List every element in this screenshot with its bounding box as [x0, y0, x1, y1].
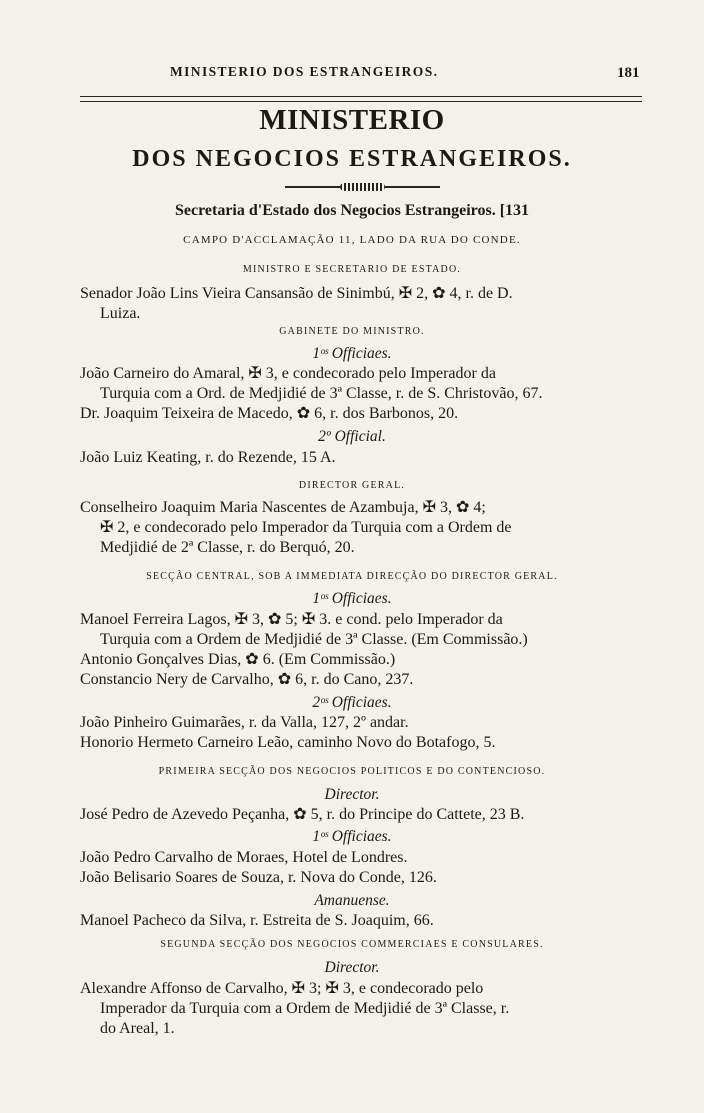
entry-line: Alexandre Affonso de Carvalho, ✠ 3; ✠ 3, e condecorado pelo: [80, 980, 484, 997]
entry-line: do Areal, 1.: [100, 1020, 175, 1037]
entry-line: Constancio Nery de Carvalho, ✿ 6, r. do Cano, 237.: [80, 671, 414, 688]
entry-line: Turquia com a Ord. de Medjidié de 3ª Classe, r. de S. Christovão, 67.: [100, 385, 543, 402]
address-line: CAMPO D'ACCLAMAÇÃO 11, LADO DA RUA DO CONDE.: [183, 234, 521, 246]
p-amanuense-entry: [80, 911, 642, 931]
p-amanuense-heading: Amanuense.: [314, 892, 390, 909]
p-entries: [80, 848, 642, 888]
p-director-heading: Director.: [324, 786, 380, 803]
entry-line: João Pinheiro Guimarães, r. da Valla, 127, 2º andar.: [80, 714, 409, 731]
ornament-divider: [285, 183, 440, 191]
segunda-seccao-heading: SEGUNDA SECÇÃO DOS NEGOCIOS COMMERCIAES E CONSULARES.: [160, 939, 544, 950]
double-rule: [80, 96, 642, 102]
director-entry: [80, 498, 642, 558]
secretaria-heading: Secretaria d'Estado dos Negocios Estrangeiros. [131: [174, 202, 530, 219]
gab-officiaes-1: 1ᵒˢ Officiaes.: [312, 345, 392, 362]
s-director-entry: [80, 979, 642, 1039]
page-number: 181: [617, 65, 640, 81]
seccao-central-heading: SECÇÃO CENTRAL, SOB A IMMEDIATA DIRECÇÃO DO DIRECTOR GERAL.: [146, 571, 558, 582]
sc-officiaes-1: 1ᵒˢ Officiaes.: [312, 590, 392, 607]
entry-line: Conselheiro Joaquim Maria Nascentes de Azambuja, ✠ 3, ✿ 4;: [80, 499, 486, 516]
entry-line: João Luiz Keating, r. do Rezende, 15 A.: [80, 449, 336, 466]
gabinete-heading: GABINETE DO MINISTRO.: [279, 326, 425, 337]
entry-line: Imperador da Turquia com a Ordem de Medjidié de 3ª Classe, r.: [100, 1000, 510, 1017]
entry-line: Manoel Pacheco da Silva, r. Estreita de S. Joaquim, 66.: [80, 912, 434, 929]
entry-line: Luiza.: [100, 305, 141, 322]
entry-line: Medjidié de 2ª Classe, r. do Berquó, 20.: [100, 539, 355, 556]
entry-line: Manoel Ferreira Lagos, ✠ 3, ✿ 5; ✠ 3. e cond. pelo Imperador da: [80, 611, 503, 628]
entry-line: Antonio Gonçalves Dias, ✿ 6. (Em Commissão.): [80, 651, 396, 668]
entry-line: João Pedro Carvalho de Moraes, Hotel de Londres.: [80, 849, 408, 866]
sc-entries-1: [80, 610, 642, 690]
ministro-entry: [80, 284, 642, 324]
gab-entries-1: [80, 364, 642, 424]
entry-line: José Pedro de Azevedo Peçanha, ✿ 5, r. do Principe do Cattete, 23 B.: [80, 806, 525, 823]
entry-line: Honorio Hermeto Carneiro Leão, caminho Novo do Botafogo, 5.: [80, 734, 496, 751]
primeira-seccao-heading: PRIMEIRA SECÇÃO DOS NEGOCIOS POLITICOS E DO CONTENCIOSO.: [158, 766, 546, 777]
gab-entries-2: [80, 448, 642, 468]
entry-line: Senador João Lins Vieira Cansansão de Sinimbú, ✠ 2, ✿ 4, r. de D.: [80, 285, 513, 302]
main-subtitle: DOS NEGOCIOS ESTRANGEIROS.: [132, 146, 572, 172]
sc-entries-2: [80, 713, 642, 753]
p-director-entry: [80, 805, 642, 825]
director-heading: DIRECTOR GERAL.: [298, 480, 406, 491]
entry-line: João Carneiro do Amaral, ✠ 3, e condecorado pelo Imperador da: [80, 365, 496, 382]
entry-line: João Belisario Soares de Souza, r. Nova do Conde, 126.: [80, 869, 437, 886]
entry-line: ✠ 2, e condecorado pelo Imperador da Turquia com a Ordem de: [100, 519, 512, 536]
sc-officiaes-2: 2ᵒˢ Officiaes.: [312, 694, 392, 711]
entry-line: Turquia com a Ordem de Medjidié de 3ª Classe. (Em Commissão.): [100, 631, 528, 648]
s-director-heading: Director.: [324, 959, 380, 976]
p-officiaes-heading: 1ᵒˢ Officiaes.: [312, 828, 392, 845]
ministro-heading: MINISTRO E SECRETARIO DE ESTADO.: [242, 264, 462, 275]
gab-official-2: 2º Official.: [318, 428, 386, 445]
entry-line: Dr. Joaquim Teixeira de Macedo, ✿ 6, r. dos Barbonos, 20.: [80, 405, 459, 422]
main-title: MINISTERIO: [259, 104, 445, 136]
running-title: MINISTERIO DOS ESTRANGEIROS.: [170, 64, 439, 79]
running-head: [0, 60, 704, 84]
